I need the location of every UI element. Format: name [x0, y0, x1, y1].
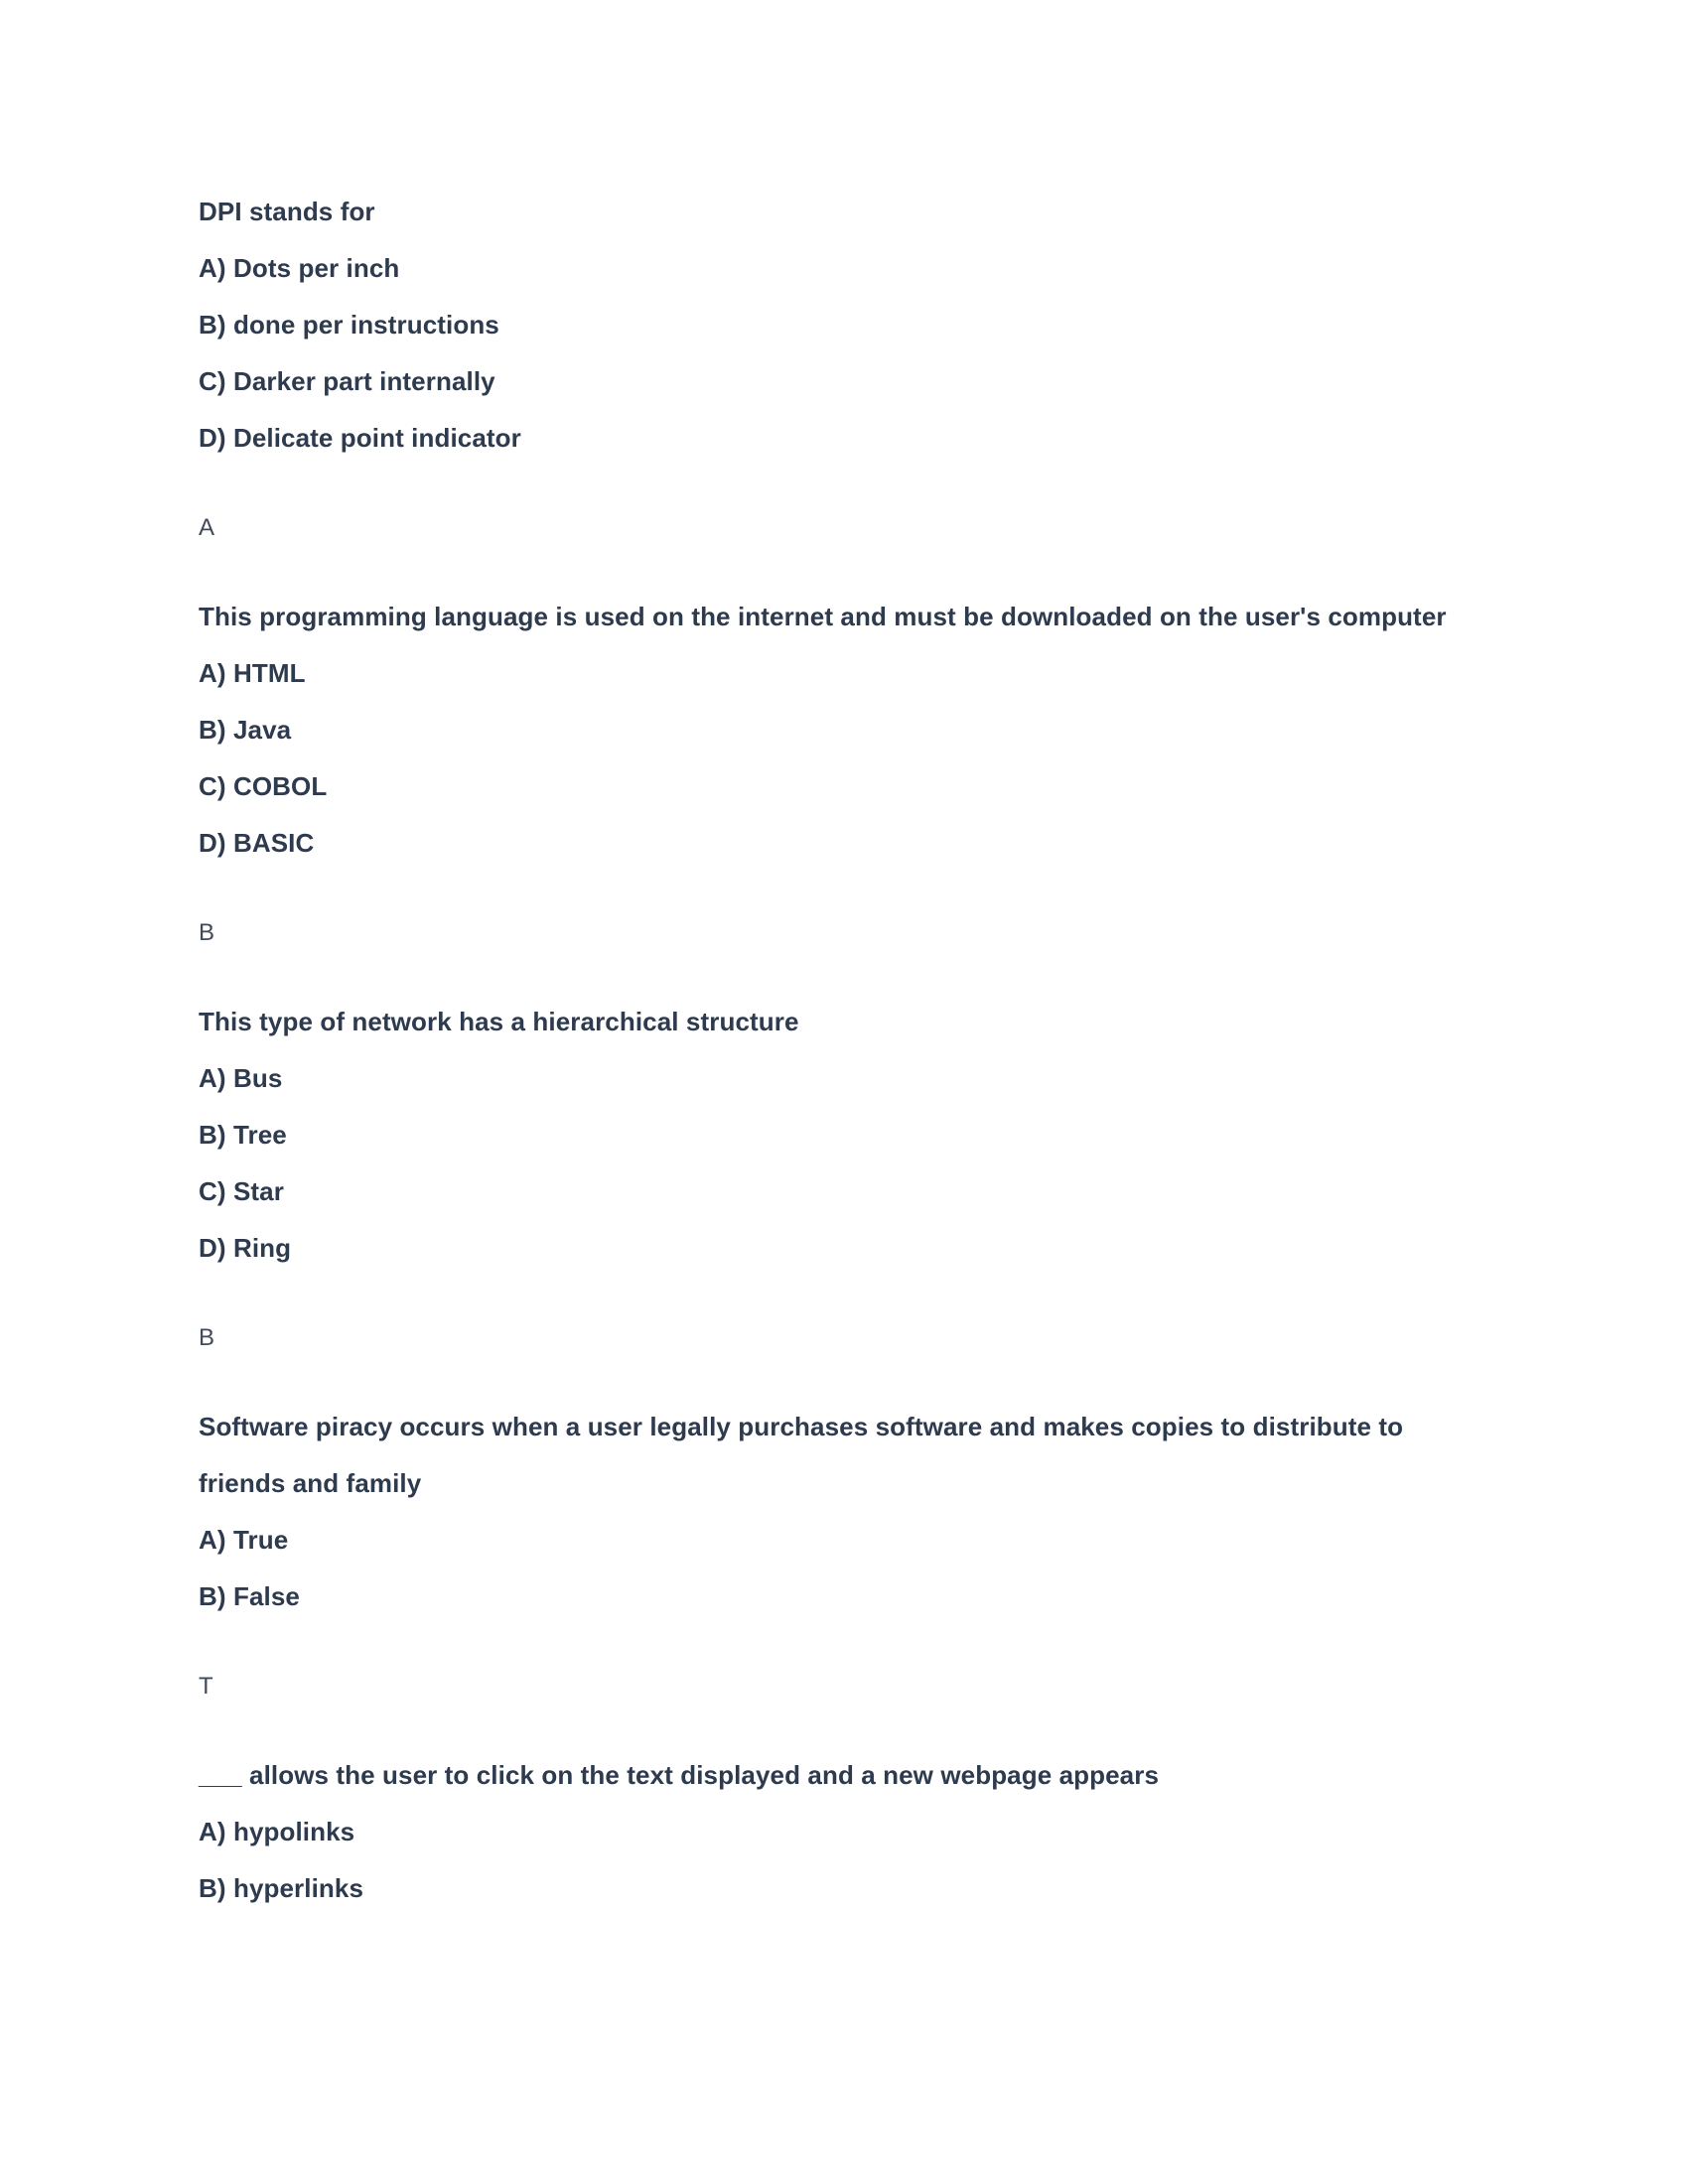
option-b: B) hyperlinks: [199, 1873, 364, 1903]
option-a: A) Bus: [199, 1063, 283, 1093]
question-stem: ___ allows the user to click on the text displayed and a new webpage appears: [199, 1760, 1160, 1790]
question-block: [199, 184, 1489, 556]
option-c: C) Darker part internally: [199, 366, 495, 396]
option-d: D) Delicate point indicator: [199, 423, 521, 453]
option-b: B) done per instructions: [199, 310, 499, 340]
option-d: D) Ring: [199, 1233, 292, 1263]
answer-key: T: [199, 1673, 213, 1700]
question-block: [199, 994, 1489, 1366]
question-stem: This type of network has a hierarchical structure: [199, 1007, 799, 1036]
question-stem: DPI stands for: [199, 197, 375, 226]
option-c: C) COBOL: [199, 771, 328, 801]
question-stem: This programming language is used on the internet and must be downloaded on the user's computer: [199, 602, 1447, 631]
option-c: C) Star: [199, 1176, 284, 1206]
option-a: A) hypolinks: [199, 1817, 355, 1846]
option-b: B) Java: [199, 715, 292, 745]
question-block: [199, 1399, 1489, 1714]
answer-key: B: [199, 919, 215, 946]
option-b: B) Tree: [199, 1120, 287, 1150]
question-block: [199, 589, 1489, 961]
option-d: D) BASIC: [199, 828, 315, 858]
question-block: [199, 1747, 1489, 1917]
option-a: A) True: [199, 1525, 289, 1555]
answer-key: B: [199, 1324, 215, 1351]
option-b: B) False: [199, 1581, 300, 1611]
question-list: [199, 184, 1489, 1917]
question-stem: Software piracy occurs when a user legally purchases software and makes copies to distribute to friends and family: [199, 1412, 1404, 1498]
option-a: A) Dots per inch: [199, 253, 400, 283]
answer-key: A: [199, 514, 215, 541]
option-a: A) HTML: [199, 658, 306, 688]
